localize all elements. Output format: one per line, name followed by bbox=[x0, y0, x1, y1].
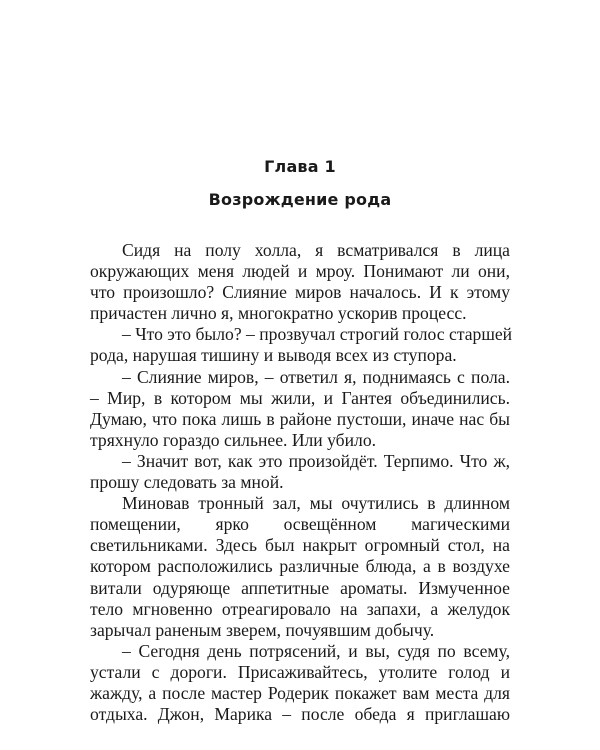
text-line: – Сегодня день потрясений, и вы, судя по всему, bbox=[122, 640, 510, 661]
text-line: причастен лично я, многократно ускорив процесс. bbox=[90, 303, 467, 324]
text-line: зарычал раненым зверем, почуявшим добычу. bbox=[90, 619, 435, 640]
body-text bbox=[90, 240, 513, 725]
text-line: устали с дороги. Присаживайтесь, утолите голод и bbox=[90, 661, 510, 682]
text-line: – Значит вот, как это произойдёт. Терпимо. Что ж, bbox=[122, 450, 510, 471]
text-line: тряхнуло гораздо сильнее. Или убило. bbox=[90, 429, 377, 450]
text-line: что произошло? Слияние миров началось. И к этому bbox=[90, 282, 510, 303]
chapter-title: Возрождение рода bbox=[208, 190, 392, 209]
text-line: помещении, ярко освещённом магическими bbox=[90, 514, 510, 535]
text-line: окружающих меня людей и мроу. Понимают ли они, bbox=[90, 261, 510, 282]
text-line: витали одуряюще аппетитные ароматы. Измученное bbox=[90, 577, 510, 598]
text-line: – Слияние миров, – ответил я, поднимаясь с пола. bbox=[122, 366, 510, 387]
text-line: – Мир, в котором мы жили, и Гантея объединились. bbox=[90, 387, 510, 408]
text-line: Миновав тронный зал, мы очутились в длинном bbox=[122, 493, 510, 514]
chapter-number: Глава 1 bbox=[264, 157, 336, 176]
text-line: жажду, а после мастер Родерик покажет вам места для bbox=[90, 682, 510, 703]
text-line: Думаю, что пока лишь в районе пустоши, иначе нас бы bbox=[90, 408, 510, 429]
text-line: – Что это было? – прозвучал строгий голос старшей bbox=[122, 324, 513, 345]
text-line: отдыха. Джон, Марика – после обеда я приглашаю bbox=[90, 704, 510, 725]
text-line: котором расположились различные блюда, а в воздухе bbox=[90, 556, 510, 577]
text-line: светильниками. Здесь был накрыт огромный стол, на bbox=[90, 535, 510, 556]
text-line: тело мгновенно отреагировало на запахи, а желудок bbox=[90, 598, 510, 619]
text-line: Сидя на полу холла, я всматривался в лица bbox=[122, 240, 510, 260]
text-line: рода, нарушая тишину и выводя всех из ступора. bbox=[90, 345, 457, 366]
text-line: прошу следовать за мной. bbox=[90, 472, 284, 493]
